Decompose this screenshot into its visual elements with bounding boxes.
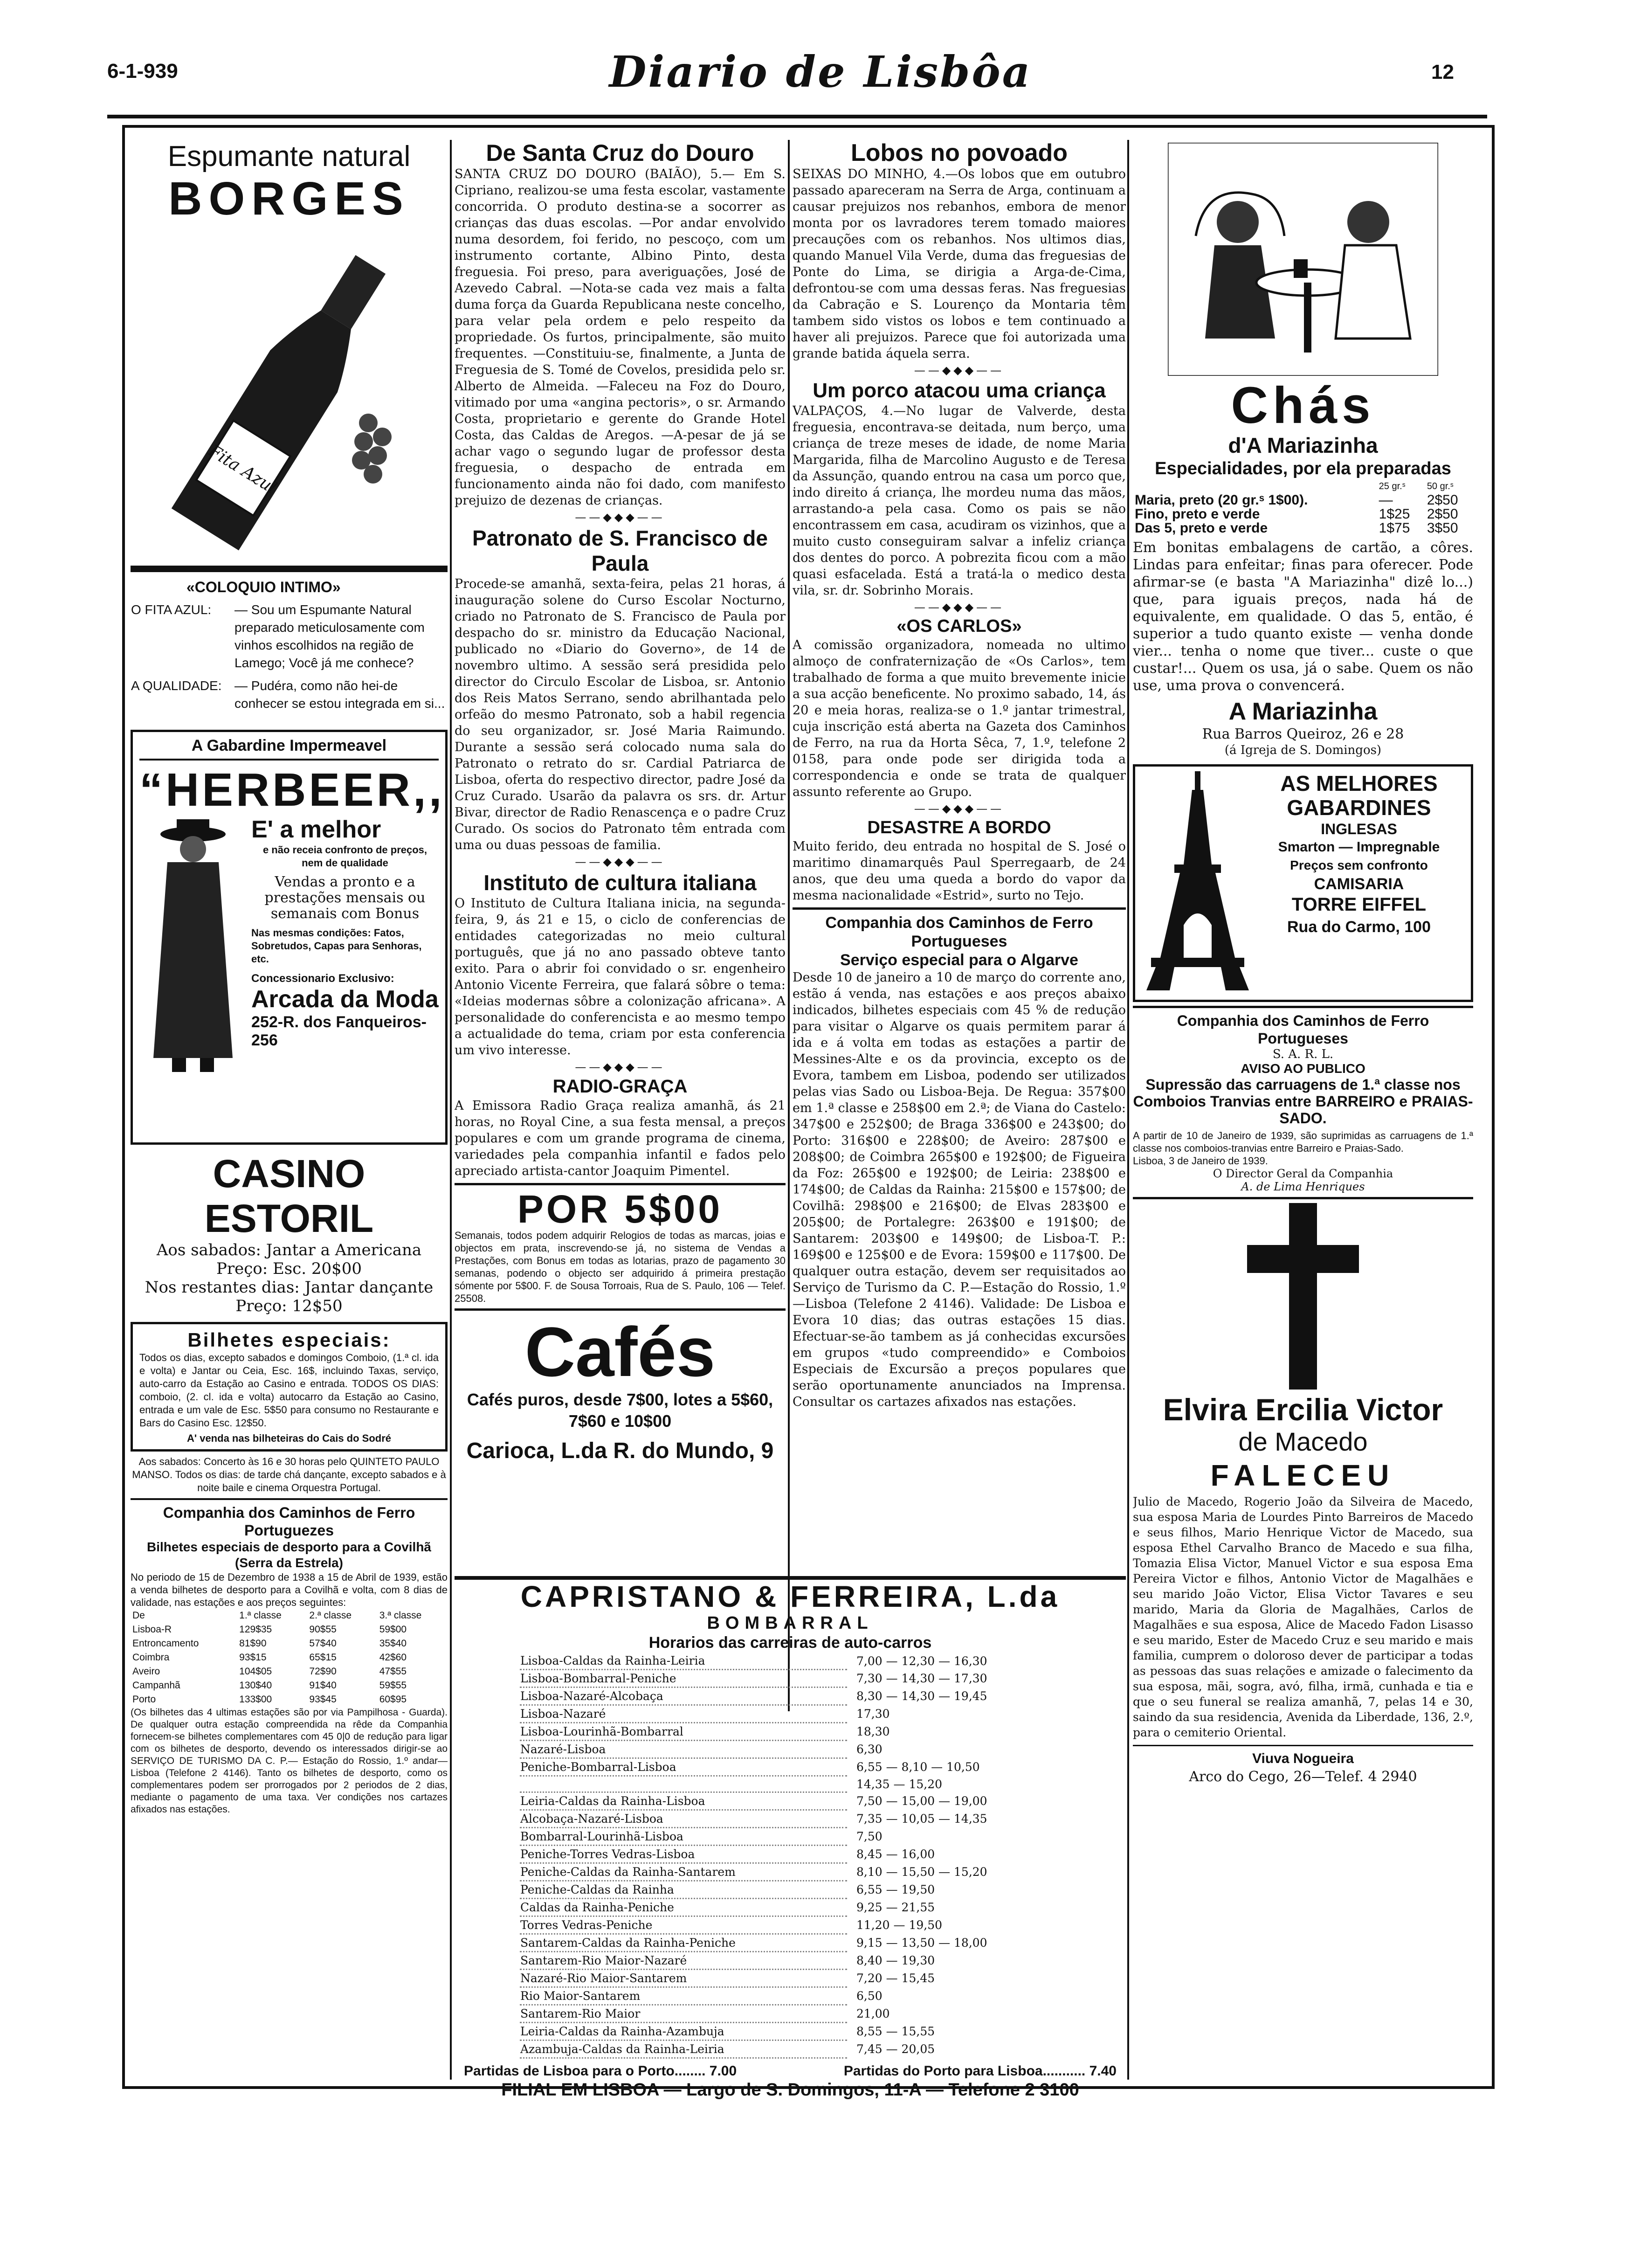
separator: ——◆◆◆——: [914, 364, 1005, 377]
lobos-headline: Lobos no povoado: [850, 140, 1068, 166]
capristano-filial: FILIAL EM LISBOA — Largo de S. Domingos, 11-A — Telefone 2 3100: [501, 2080, 1079, 2100]
table-row: [520, 1705, 1070, 1723]
table-row: [520, 1828, 1070, 1846]
cp-barreiro-date: Lisboa, 3 de Janeiro de 1939.: [1133, 1155, 1268, 1167]
table-cell: 60$95: [379, 1694, 407, 1705]
issue-date: 6-1-939: [107, 60, 178, 83]
column-4: [1133, 140, 1473, 2080]
route-times: 7,20 — 15,45: [856, 1971, 935, 1985]
cp-algarve-title: Companhia dos Caminhos de Ferro Portugueses: [825, 914, 1093, 950]
dialogue-text: — Sou um Espumante Natural preparado meticulosamente com vinhos escolhidos na região de Lamego; Você já me conhece?: [234, 602, 425, 670]
cp-barreiro-title: Companhia dos Caminhos de Ferro Portugueses: [1177, 1012, 1429, 1047]
table-row: [520, 1776, 1070, 1792]
casino-line: Nos restantes dias: Jantar dançante: [145, 1278, 434, 1297]
route-name: Santarem-Rio Maior: [520, 2005, 847, 2023]
instituto-headline: Instituto de cultura italiana: [483, 871, 757, 895]
table-cell: 90$55: [309, 1624, 337, 1635]
route-name: Bombarral-Lourinhã-Lisboa: [520, 1828, 847, 1846]
patronato-article: Procede-se amanhã, sexta-feira, pelas 21 horas, á inauguração solene do Curso Escolar Nocturno, criado no Patronato de S. Francisco de Paula por despacho do sr. ministro da Educação Nacional, publicado no «Diario do Governo», de 14 de novembro ultimo. A sessão será presidida pelo director do Circulo Escolar de Lisboa, sr. Antonio dos Reis Matos Serrano, sendo abrilhantada pelo orfeão do mesmo Patronato, sob a habil regencia do seu organizador, sr. José Maria Raimundo. Durante a sessão será colocado numa sala do Patronato o retrato do sr. Cardial Patriarca de Lisboa, oferta do respectivo director, padre José da Cruz Curado. Usarão da palavra os srs. dr. Artur Bivar, director de Radio Renascença e o padre Cruz Curado. Os socios do Patronato têm entrada com uma ou duas pessoas de familia.: [455, 577, 786, 852]
cross-icon: [1233, 1203, 1373, 1390]
table-row: [520, 1881, 1070, 1899]
route-name: Rio Maior-Santarem: [520, 1987, 847, 2005]
herbeer-concession: Concessionario Exclusivo:: [251, 972, 394, 985]
table-row: [520, 1758, 1070, 1776]
borges-line1: Espumante natural: [167, 140, 411, 173]
table-header: 2.ª classe: [309, 1610, 352, 1621]
table-cell: 59$55: [379, 1680, 407, 1691]
santa-cruz-article: SANTA CRUZ DO DOURO (BAIÃO), 5.— Em S. Cipriano, realizou-se uma festa escolar, vastamente concorrida. O produto destina-se a socorrer as crianças das duas escolas. —Por andar envolvido numa desordem, foi ferido, no pescoço, com um instrumento cortante, Albino Pinto, desta freguesia. Foi preso, para averiguações, José de Azevedo Cabral. —Nota-se cada vez mais a falta duma força da Guarda Republicana neste concelho, para velar pela ordem e pelo respeito da propriedade. Os furtos, principalmente, são muito frequentes. —Constituiu-se, finalmente, a Junta de Freguesia de S. Tomé de Covelos, presidida pelo sr. Alberto de Almeida. —Faleceu na Foz do Douro, vitimado por uma «angina pectoris», o sr. Armando Costa, proprietario e gerente do Grande Hotel Costa, das Caldas de Aregos. —A-pesar de já se achar vago o segundo lugar de professor desta freguesia, o despacho de entrada em funcionamento ainda não foi dado, com manifesto prejuizo de dezenas de crianças.: [455, 167, 786, 508]
table-cell: 47$55: [379, 1666, 407, 1677]
route-times: 7,50 — 15,00 — 19,00: [856, 1794, 987, 1808]
separator: ——◆◆◆——: [575, 1060, 665, 1073]
cafes-headline: Cafés: [524, 1313, 716, 1391]
borges-section-title: «COLOQUIO INTIMO»: [186, 579, 341, 595]
table-row: [520, 1741, 1070, 1758]
chas-headline: Chás: [1231, 377, 1375, 434]
table-row: [520, 1934, 1070, 1952]
table-cell: 1$75: [1379, 520, 1410, 536]
route-name: Lisboa-Nazaré-Alcobaça: [520, 1687, 847, 1705]
eiffel-line: TORRE EIFFEL: [1291, 894, 1427, 915]
radio-headline: RADIO-GRAÇA: [552, 1076, 688, 1097]
cafes-line: Cafés puros, desde 7$00, lotes a 5$60, 7$60 e 10$00: [467, 1390, 773, 1431]
bottle-label: Fita Azul: [205, 441, 280, 498]
tea-couple-illustration: [1168, 143, 1438, 376]
casino-title: CASINO ESTORIL: [204, 1152, 374, 1240]
carlos-headline: «OS CARLOS»: [896, 616, 1022, 636]
eiffel-line: CAMISARIA: [1314, 875, 1404, 893]
table-cell: Aveiro: [132, 1666, 160, 1677]
chas-text: Em bonitas embalagens de cartão, a côres. Lindas para enfeitar; finas para oferecer. Pode afirmar-se (e basta "A Mariazinha" dizê lo...) que, para iguais preços, nada há de equivalente, em qualidade. O das 5, então, é superior a tudo quanto existe — venha donde vier... tenha o nome que tiver... custe o que custar!... Quem os usa, já o sabe. Quem os não use, uma prova o convencerá.: [1133, 539, 1473, 694]
route-times: 7,45 — 20,05: [856, 2042, 935, 2056]
eiffel-line: GABARDINES: [1287, 795, 1431, 820]
table-cell: 93$15: [239, 1652, 267, 1663]
table-cell: 65$15: [309, 1652, 337, 1663]
santa-cruz-headline: De Santa Cruz do Douro: [486, 140, 754, 166]
cp-barreiro-headline: Supressão das carruagens de 1.ª classe nos Comboios Tranvias entre BARREIRO e PRAIAS-SADO.: [1133, 1076, 1473, 1127]
route-name: Nazaré-Rio Maior-Santarem: [520, 1970, 847, 1987]
route-name: Peniche-Caldas da Rainha: [520, 1881, 847, 1899]
route-times: 7,35 — 10,05 — 14,35: [856, 1812, 987, 1825]
route-times: 14,35 — 15,20: [856, 1777, 943, 1791]
cafes-store: Carioca, L.da R. do Mundo, 9: [466, 1438, 774, 1463]
route-times: 6,50: [856, 1989, 883, 2003]
table-row: [131, 1679, 448, 1693]
route-name: Torres Vedras-Peniche: [520, 1916, 847, 1934]
cp-barreiro-text: A partir de 10 de Janeiro de 1939, são suprimidas as carruagens de 1.ª classe nos comboios-tranvias entre Barreiro e Praias-Sado.: [1133, 1130, 1473, 1154]
radio-article: A Emissora Radio Graça realiza amanhã, ás 21 horas, no Royal Cine, a sua festa mensal, a preços populares e com um grande programa de cinema, variedades pela companhia infantil e fados pelo apreciado artista-cantor Joaquim Pimentel.: [455, 1099, 786, 1178]
separator: ——◆◆◆——: [914, 802, 1005, 815]
table-row: [520, 2023, 1070, 2040]
route-times: 6,55 — 8,10 — 10,50: [856, 1760, 980, 1774]
route-name: Peniche-Bombarral-Lisboa: [520, 1758, 847, 1776]
masthead-rule: [107, 115, 1487, 118]
borges-ad: [131, 140, 448, 713]
chas-price-table: [1133, 479, 1473, 535]
por5-headline: POR 5$00: [517, 1187, 723, 1231]
page-number: 12: [1431, 61, 1454, 83]
desastre-headline: DESASTRE A BORDO: [867, 818, 1051, 837]
herbeer-sub: e não receia confronto de preços, nem de qualidade: [262, 844, 427, 869]
table-row: [520, 1846, 1070, 1863]
cp-barreiro-notice: [1133, 1012, 1473, 1193]
partidas-lisboa: Partidas de Lisboa para o Porto........ 7.00: [464, 2063, 737, 2079]
table-cell: Porto: [132, 1694, 156, 1705]
table-cell: 93$45: [309, 1694, 337, 1705]
route-name: Lisboa-Nazaré: [520, 1705, 847, 1723]
table-cell: 72$90: [309, 1666, 337, 1677]
route-times: 7,50: [856, 1830, 883, 1843]
route-name: Santarem-Caldas da Rainha-Peniche: [520, 1934, 847, 1952]
chas-brand: d'A Mariazinha: [1228, 433, 1378, 457]
obit-faleceu: FALECEU: [1210, 1459, 1396, 1492]
table-row: [131, 1623, 448, 1637]
table-cell: 129$35: [239, 1624, 272, 1635]
route-name: Nazaré-Lisboa: [520, 1741, 847, 1758]
route-name: Leiria-Caldas da Rainha-Azambuja: [520, 2023, 847, 2040]
table-row: [1133, 507, 1473, 521]
table-header: 25 gr.ˢ: [1379, 481, 1406, 491]
table-row: [520, 1653, 1070, 1670]
cp-covilha-title: Companhia dos Caminhos de Ferro Portuguezes: [163, 1504, 415, 1539]
route-times: 7,30 — 14,30 — 17,30: [856, 1672, 987, 1685]
route-name: Alcobaça-Nazaré-Lisboa: [520, 1810, 847, 1828]
table-row: [520, 1970, 1070, 1987]
partidas-porto: Partidas do Porto para Lisboa........... 7.40: [843, 2063, 1117, 2079]
herbeer-ad: [131, 730, 448, 1145]
route-name: Santarem-Rio Maior-Nazaré: [520, 1952, 847, 1970]
table-row: [131, 1651, 448, 1665]
route-times: 8,40 — 19,30: [856, 1954, 935, 1967]
route-times: 17,30: [856, 1707, 890, 1721]
route-name: Lisboa-Bombarral-Peniche: [520, 1670, 847, 1687]
column-rule: [1127, 140, 1129, 2080]
eiffel-line: INGLESAS: [1321, 821, 1397, 837]
casino-line: Preço: 12$50: [235, 1297, 343, 1315]
table-cell: Coimbra: [132, 1652, 170, 1663]
table-cell: 1$25: [1379, 506, 1410, 522]
desastre-article: Muito ferido, deu entrada no hospital de S. José o maritimo dinamarquês Paul Sperregaarb, de 24 anos, que deu uma queda a bordo do vapor da mesma nacionalidade «Estrid», surto no Tejo.: [793, 839, 1126, 903]
route-times: 21,00: [856, 2007, 890, 2020]
cp-barreiro-sign: O Director Geral da Companhia: [1213, 1167, 1393, 1180]
obituary: [1133, 1203, 1473, 1787]
herbeer-vendas: Vendas a pronto e a prestações mensais ou semanais com Bonus: [264, 874, 426, 922]
porco-article: VALPAÇOS, 4.—No lugar de Valverde, desta freguesia, encontrava-se deitada, num berço, uma criança de treze meses de idade, de nome Maria Margarida, filha de Marcolino Augusto e de Teresa da Assunção, quando entrou na casa um porco que, indo direito á criança, lhe mordeu numa das mãos, arrastando-a pela casa. Como os pais se não encontrassem em casa, acudiram os vizinhos, que a muito custo conseguiram salvar a infeliz criança dos dentes do porco. A pobrezita ficou com a mão quasi esfacelada. Está a tratá-la o medico desta vila, sr. dr. Sobrinho Morais.: [793, 404, 1126, 598]
porco-headline: Um porco atacou uma criança: [813, 379, 1106, 402]
table-cell: 59$00: [379, 1624, 407, 1635]
separator: ——◆◆◆——: [575, 511, 665, 524]
man-in-raincoat-icon: [139, 816, 247, 1077]
casino-line: Aos sabados: Jantar a Americana: [156, 1241, 422, 1259]
cp-covilha-price-table: [131, 1609, 448, 1707]
table-cell: Das 5, preto e verde: [1135, 520, 1268, 536]
table-row: [520, 1792, 1070, 1810]
table-row: [520, 1863, 1070, 1881]
table-cell: 91$40: [309, 1680, 337, 1691]
speaker-fita-azul: O FITA AZUL:: [131, 602, 212, 617]
separator: ——◆◆◆——: [914, 601, 1005, 614]
route-name: Lisboa-Caldas da Rainha-Leiria: [520, 1653, 847, 1670]
table-row: [131, 1637, 448, 1651]
table-row: [520, 1687, 1070, 1705]
table-row: [520, 1987, 1070, 2005]
table-cell: 133$00: [239, 1694, 272, 1705]
column-rule: [450, 140, 452, 2080]
borges-brand: BORGES: [168, 173, 410, 225]
route-times: 8,55 — 15,55: [856, 2025, 935, 2038]
cp-barreiro-aviso: AVISO AO PUBLICO: [1241, 1061, 1365, 1076]
table-cell: 35$40: [379, 1638, 407, 1649]
dialogue-text: — Pudéra, como não hei-de conhecer se estou integrada em si...: [234, 678, 445, 711]
table-header: 1.ª classe: [239, 1610, 282, 1621]
bilhetes-text: Todos os dias, excepto sabados e domingos Comboio, (1.ª cl. ida e volta) e Jantar ou Ceia, Esc. 16$, incluindo Taxas, serviço, auto-carro da Estação ao Casino e entrada. TODOS OS DIAS: comboio, (2. cl. ida e volta) autocarro da Estação ao Casino, entrada e um vale de Esc. 5$50 para consumo no Restaurante e Bars do Casino Esc. 12$50.: [139, 1352, 439, 1429]
route-times: 9,25 — 21,55: [856, 1901, 935, 1914]
cp-covilha-subtitle: Bilhetes especiais de desporto para a Covilhã (Serra da Estrela): [147, 1540, 431, 1570]
column-3: [793, 140, 1126, 1576]
table-header: 3.ª classe: [379, 1610, 422, 1621]
route-times: 6,55 — 19,50: [856, 1883, 935, 1896]
eiffel-line: Smarton — Impregnable: [1278, 839, 1440, 855]
obit-address: Arco do Cego, 26—Telef. 4 2940: [1189, 1769, 1417, 1785]
column-1: [131, 140, 448, 1816]
carlos-article: A comissão organizadora, nomeada no ultimo almoço de confraternização de «Os Carlos», tem trabalhado de forma a que muito brevemente inicie a sua acção beneficente. No proximo sabado, 14, ás 20 e meia horas, realiza-se o 1.º jantar trimestral, cuja inscrição está aberta na Gazeta dos Caminhos de Ferro, na rua da Horta Sêca, 7, 1.º, telefone 2 0158, para onde pode ser dirigida toda a correspondencia e onde se trata de qualquer assunto referente ao Grupo.: [793, 638, 1126, 799]
herbeer-address: 252-R. dos Fanqueiros-256: [251, 1013, 427, 1049]
table-cell: 2$50: [1427, 506, 1458, 522]
table-cell: 81$90: [239, 1638, 267, 1649]
table-cell: 104$05: [239, 1666, 272, 1677]
table-row: [131, 1693, 448, 1707]
eiffel-line: Rua do Carmo, 100: [1287, 918, 1431, 936]
cp-covilha-intro: No periodo de 15 de Dezembro de 1938 a 15 de Abril de 1939, estão a venda bilhetes de desporto para a Covilhã e volta, com 8 dias de validade, nas estações e aos preços seguintes:: [131, 1571, 448, 1608]
table-row: [520, 1899, 1070, 1916]
route-times: 7,00 — 12,30 — 16,30: [856, 1654, 987, 1668]
route-times: 8,10 — 15,50 — 15,20: [856, 1865, 987, 1879]
route-times: 8,45 — 16,00: [856, 1847, 935, 1861]
route-times: 9,15 — 13,50 — 18,00: [856, 1936, 987, 1950]
timetable: [520, 1653, 1070, 2059]
table-cell: Campanhã: [132, 1680, 180, 1691]
chas-address: Rua Barros Queiroz, 26 e 28: [1202, 726, 1404, 742]
bilhetes-ad: [131, 1322, 448, 1452]
herbeer-slogan: E' a melhor: [251, 816, 381, 843]
route-name: Azambuja-Caldas da Rainha-Leiria: [520, 2040, 847, 2058]
table-row: [1133, 521, 1473, 535]
table-cell: 3$50: [1427, 520, 1458, 536]
obit-name-2: de Macedo: [1238, 1427, 1368, 1456]
cp-covilha-notes: (Os bilhetes das 4 ultimas estações são por via Pampilhosa - Guarda). De qualquer outra estação compreendida na rêde da Companhia fornecem-se bilhetes complementares com 45 0|0 de redução para ligar com os bilhetes de desporto, devendo os interessados dirigir-se ao SERVIÇO DE TURISMO DA C. P.— Estação do Rossio, 1.º andar—Lisboa (Telefone 2 4146). Tanto os bilhetes de desporto, como os complementares podem ser prorrogados por 2 periodos de 2 dias, mediante o pagamento de uma taxa. Ver condições nos cartazes afixados nas estações.: [131, 1707, 448, 1815]
route-name: [520, 1776, 847, 1792]
table-cell: 2$50: [1427, 492, 1458, 508]
table-row: [520, 1810, 1070, 1828]
herbeer-conditions: Nas mesmas condições: Fatos, Sobretudos, Capas para Senhoras, etc.: [251, 927, 422, 965]
borges-dialogue: [131, 601, 448, 713]
cp-algarve-text: Desde 10 de janeiro a 10 de março do corrente ano, estão á venda, nas estações e aos preços abaixo indicados, bilhetes especiais com 45 % de redução para visitar o Algarve os quais permitem parar á ida e á volta em todas as estações a partir de Messines-Alte e os da provincia, excepto os de Evora, tambem em Lisboa, podendo ser utilizados pelas vias Sado ou Lisboa-Beja. De Regua: 357$00 em 1.ª classe e 258$00 em 2.ª; de Viana do Castelo: 347$00 e 252$00; de Braga 336$00 e 243$00; do Porto: 316$00 e 228$00; de Aveiro: 287$00 e 208$00; de Coimbra 265$00 e 192$00; de Figueira da Foz: 265$00 e 192$00; de Leiria: 238$00 e 174$00; de Caldas da Rainha: 215$00 e 157$00; de Covilhã: 298$00 e 216$00; de Elvas 283$00 e 205$00; de Portalegre: 263$00 e 191$00; de Santarem: 203$00 e 149$00; de Lisboa-T. P.: 169$00 e 125$00 e de Evora: 159$00 e 117$00. De qualquer outra estação, devem ser requisitados ao Serviço de Turismo da C. P.—Estação do Rossio, 1.º—Lisboa (Telefone 2 4146). Validade: De Lisboa e Evora 10 dias; das outras estações 15 dias. Efectuar-se-ão tambem as já conhecidas excursões em grupos «tudo compreendido» e Comboios Especiais de Excursão a preços populares que serão oportunamente anunciados na Imprensa. Consultar os cartazes afixados nas estações.: [793, 970, 1126, 1409]
obit-name: Elvira Ercilia Victor: [1163, 1392, 1443, 1427]
table-header: 50 gr.ˢ: [1427, 481, 1454, 491]
herbeer-brand: “HERBEER,,: [139, 764, 445, 816]
herbeer-store: Arcada da Moda: [251, 986, 439, 1013]
capristano-ad: [455, 1576, 1126, 2100]
table-row: [520, 1670, 1070, 1687]
table-row: [131, 1665, 448, 1679]
cp-covilha-notice: [131, 1504, 448, 1816]
eiffel-line: AS MELHORES: [1280, 771, 1438, 795]
obit-agency: Viuva Nogueira: [1252, 1751, 1354, 1766]
separator: ——◆◆◆——: [575, 855, 665, 868]
cp-barreiro-sarl: S. A. R. L.: [1272, 1047, 1334, 1061]
route-times: 11,20 — 19,50: [856, 1918, 943, 1932]
route-times: 6,30: [856, 1742, 883, 1756]
obit-text: Julio de Macedo, Rogerio João da Silveira de Macedo, sua esposa Maria de Lourdes Pinto Barreiros de Macedo e seus filhos, Mario Henrique Victor de Macedo, sua esposa Ethel Carvalho Branco de Macedo e sua filha, Tomazia Elisa Victor, Manuel Victor e sua esposa Ema Pereira Victor e filhos, Antonio Victor de Magalhães e seu marido João Victor, Elisa Victor Tavares e seu marido, Maria da Gloria de Magalhães, Carlos de Magalhães e sua esposa, Alice de Macedo Fadon Lisasso e seu marido, Ester de Macedo Cruz e seu marido e mais familia, cumprem o doloroso dever de participar a todas as pessoas das suas relações e amizade o falecimento da sua esposa, mãi, sogra, avó, filha, irmã, cunhada e tia e que o seu funeral se realiza amanhã, 7, pelas 14 e 30, saindo da sua residencia, Avenida da Liberdade, 136, 2.º, para o cemiterio Oriental.: [1133, 1495, 1473, 1739]
route-name: Lisboa-Lourinhã-Bombarral: [520, 1723, 847, 1741]
table-cell: Fino, preto e verde: [1135, 506, 1260, 522]
lobos-article: SEIXAS DO MINHO, 4.—Os lobos que em outubro passado apareceram na Serra de Arga, continuam a causar prejuizos nos rebanhos, embora de menor monta por os lavradores terem tomado maiores precauções com os rebanhos. Nos ultimos dias, quando Manuel Vila Verde, duma das freguesias de Ponte do Lima, se dirigia a Arga-de-Cima, defrontou-se com uma dessas feras. Nas freguesias da Cabração e S. Lourenço da Montaria têm tambem sido vistos os lobos e tem continuado a haver ali prejuizos. Parece que foi autorizada uma grande batida áquela serra.: [793, 167, 1126, 361]
table-row: [1133, 493, 1473, 507]
chas-store: A Mariazinha: [1228, 698, 1378, 725]
table-cell: 57$40: [309, 1638, 337, 1649]
table-row: [520, 1723, 1070, 1741]
patronato-headline: Patronato de S. Francisco de Paula: [472, 526, 768, 575]
casino-events: Aos sabados: Concerto às 16 e 30 horas pelo QUINTETO PAULO MANSO. Todos os dias: de tarde chá dançante, excepto sabados e à noite baile e cinema Orquestra Portugal.: [132, 1456, 446, 1494]
cp-barreiro-sign: A. de Lima Henriques: [1241, 1180, 1365, 1193]
table-cell: Maria, preto (20 gr.ˢ 1$00).: [1135, 492, 1308, 508]
bilhetes-title: Bilhetes especiais:: [187, 1329, 391, 1351]
eiffel-tower-icon: [1142, 771, 1254, 990]
instituto-article: O Instituto de Cultura Italiana inicia, na segunda-feira, 9, ás 21 e 15, o ciclo de conferencias de entidades categorizadas no meio cultural português, que já no ano passado obteve tanto exito. Para o abrir foi convidado o sr. engenheiro Antonio Vicente Ferreira, que falará sôbre o tema: «Ideias modernas sôbre a colonização africana». A personalidade do conferencista e ao mesmo tempo a actualidade do tema, criam por esta conferencia um vivo interesse.: [455, 896, 786, 1058]
por5-text: Semanais, todos podem adquirir Relogios de todas as marcas, joias e objectos em prata, inscrevendo-se já, no sistema de Vendas a Prestações, com Bonus em todas as lotarias, prazo de pagamento 30 semanas, podendo o objecto ser adquirido á primeira prestação sómente por 5$00. F. de Sousa Torroais, Rua de S. Paulo, 106 — Telef. 25508.: [455, 1230, 786, 1304]
route-name: Peniche-Torres Vedras-Lisboa: [520, 1846, 847, 1863]
cp-algarve-subtitle: Serviço especial para o Algarve: [840, 951, 1078, 969]
route-name: Leiria-Caldas da Rainha-Lisboa: [520, 1792, 847, 1810]
bilhetes-foot: A' venda nas bilheteiras do Cais do Sodré: [186, 1432, 391, 1444]
chas-address-2: (á Igreja de S. Domingos): [1224, 743, 1382, 757]
table-cell: Lisboa-R: [132, 1624, 172, 1635]
speaker-qualidade: A QUALIDADE:: [131, 678, 222, 693]
column-rule: [788, 140, 790, 1711]
table-cell: Entroncamento: [132, 1638, 199, 1649]
table-row: [520, 2040, 1070, 2058]
column-2: [455, 140, 786, 1576]
route-name: Peniche-Caldas da Rainha-Santarem: [520, 1863, 847, 1881]
table-cell: 130$40: [239, 1680, 272, 1691]
chas-sub: Especialidades, por ela preparadas: [1155, 459, 1451, 478]
casino-ad: [131, 1151, 448, 1315]
table-header: De: [132, 1610, 145, 1621]
herbeer-top: A Gabardine Impermeavel: [191, 737, 387, 754]
capristano-place: BOMBARRAL: [707, 1613, 874, 1633]
table-row: [520, 2005, 1070, 2023]
route-name: Caldas da Rainha-Peniche: [520, 1899, 847, 1916]
casino-line: Preço: Esc. 20$00: [216, 1259, 362, 1278]
eiffel-line: Preços sem confronto: [1290, 858, 1428, 872]
capristano-subtitle: Horarios das carreiras de auto-carros: [648, 1634, 932, 1652]
table-cell: 42$60: [379, 1652, 407, 1663]
route-times: 8,30 — 14,30 — 19,45: [856, 1689, 987, 1703]
route-times: 18,30: [856, 1725, 890, 1738]
eiffel-ad: [1133, 764, 1473, 1002]
table-cell: —: [1379, 492, 1393, 508]
table-row: [520, 1916, 1070, 1934]
champagne-bottle-icon: [149, 227, 429, 563]
table-row: [520, 1952, 1070, 1970]
capristano-title: CAPRISTANO & FERREIRA, L.da: [520, 1580, 1060, 1613]
newspaper-title: Diario de Lisbôa: [609, 47, 1032, 97]
